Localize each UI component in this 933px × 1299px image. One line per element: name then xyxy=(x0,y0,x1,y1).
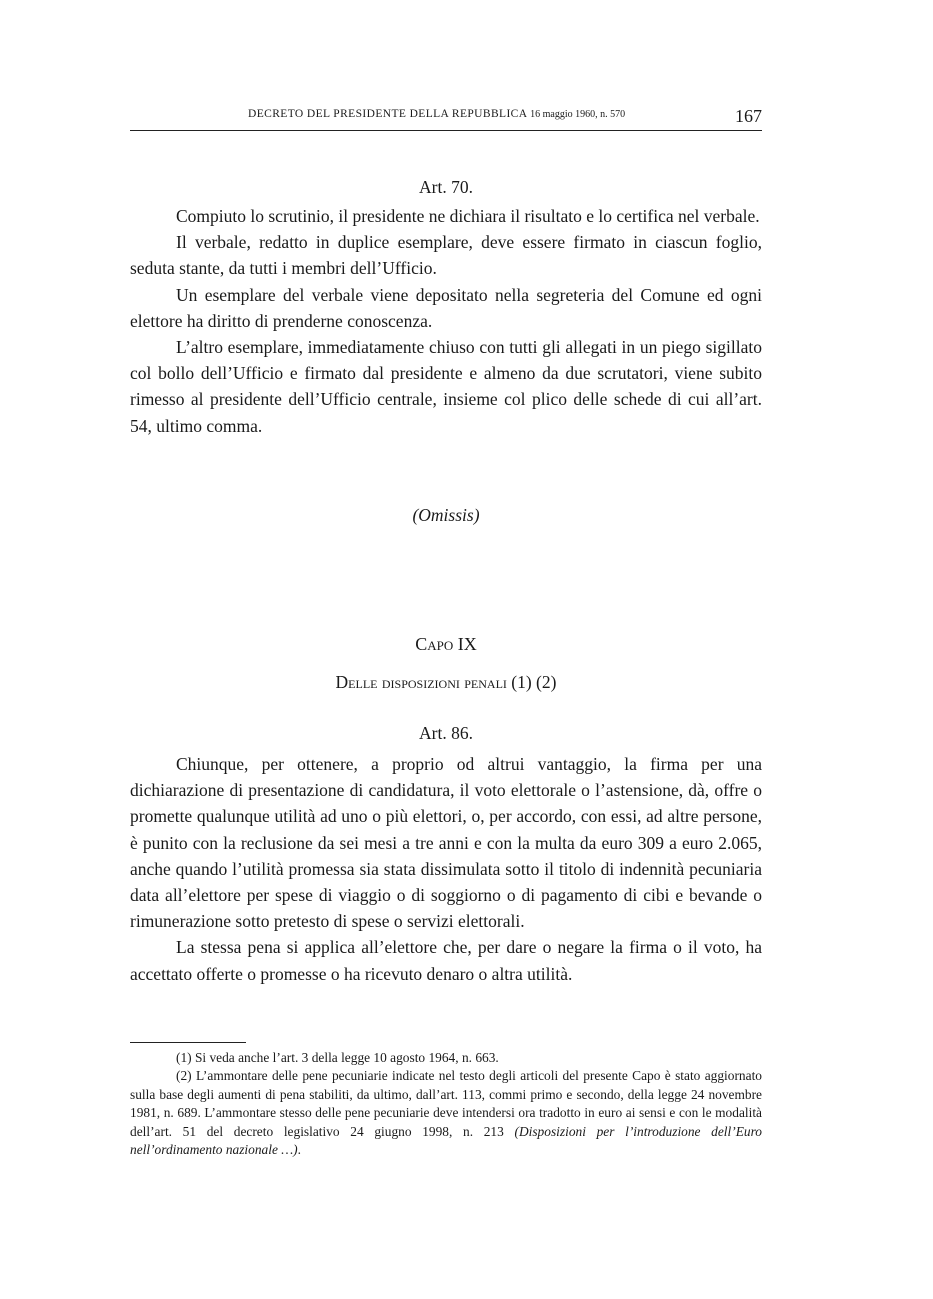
running-title-date: 16 maggio 1960, n. 570 xyxy=(530,109,626,120)
footnote-separator xyxy=(130,1042,246,1043)
omissis-marker: (Omissis) xyxy=(412,505,480,525)
art70-paragraph-3: Un esemplare del verbale viene depositato nella segreteria del Comune ed ogni elettore ha diritto di prenderne conoscenza. xyxy=(130,284,762,331)
art70-paragraph-4: L’altro esemplare, immediatamente chiuso con tutti gli allegati in un piego sigillato col bollo dell’Ufficio e firmato dal presidente e almeno da due scrutatori, viene subito rimesso al presidente dell’Ufficio centrale, insieme col plico delle schede di cui all’art. 54, ultimo comma. xyxy=(130,337,762,436)
chapter-subtitle: Delle disposizioni penali (1) (2) xyxy=(335,672,557,692)
art70-paragraph-1: Compiuto lo scrutinio, il presidente ne dichiara il risultato e lo certifica nel verbale. xyxy=(176,206,760,226)
art86-body xyxy=(130,751,762,987)
running-title xyxy=(248,108,625,120)
art86-paragraph-2: La stessa pena si applica all’elettore che, per dare o negare la firma o il voto, ha accettato offerte o promesse o ha ricevuto denaro o altra utilità. xyxy=(130,937,762,984)
running-title-main: DECRETO DEL PRESIDENTE DELLA REPUBBLICA xyxy=(248,108,527,120)
footnote-2-text: (2) L’ammontare delle pene pecuniarie indicate nel testo degli articoli del presente Capo è stato aggiornato sulla base degli aumenti di pena stabiliti, da ultimo, dall’art. 113, commi primo e secondo, della legge 24 novembre 1981, n. 689. L’ammontare stesso delle pene pecuniarie deve intendersi ora tradotto in euro ai sensi e con le modalità dell’art. 51 del decreto legislativo 24 giugno 1998, n. 213 xyxy=(130,1068,762,1139)
footnote-2 xyxy=(130,1067,762,1159)
art86-paragraph-1: Chiunque, per ottenere, a proprio od altrui vantaggio, la firma per una dichiarazione di presentazione di candidatura, il voto elettorale o l’astensione, dà, offre o promette qualunque utilità ad uno o più elettori, o, per accordo, con essi, ad altre persone, è punito con la reclusione da sei mesi a tre anni e con la multa da euro 309 a euro 2.065, anche quando l’utilità promessa sia stata dissimulata sotto il titolo di indennità pecuniaria data all’elettore per spese di viaggio o di soggiorno o di pagamento di cibi e bevande o rimunerazione sotto pretesto di spese o servizi elettorali. xyxy=(130,754,762,932)
footnote-2-italic: (Disposizioni per l’introduzione dell’Euro nell’ordinamento nazionale …) xyxy=(130,1123,762,1158)
footnote-2-end: . xyxy=(297,1142,301,1158)
art86-heading: Art. 86. xyxy=(419,723,473,743)
chapter-title: Capo IX xyxy=(415,634,477,654)
art70-heading: Art. 70. xyxy=(419,177,473,197)
art70-paragraph-2: Il verbale, redatto in duplice esemplare, deve essere firmato in ciascun foglio, seduta stante, da tutti i membri dell’Ufficio. xyxy=(130,232,762,279)
art70-body xyxy=(130,203,762,439)
footnote-1: (1) Si veda anche l’art. 3 della legge 10 agosto 1964, n. 663. xyxy=(176,1050,499,1065)
page-number: 167 xyxy=(735,106,762,126)
footnotes xyxy=(130,1049,762,1159)
running-header xyxy=(130,104,762,131)
